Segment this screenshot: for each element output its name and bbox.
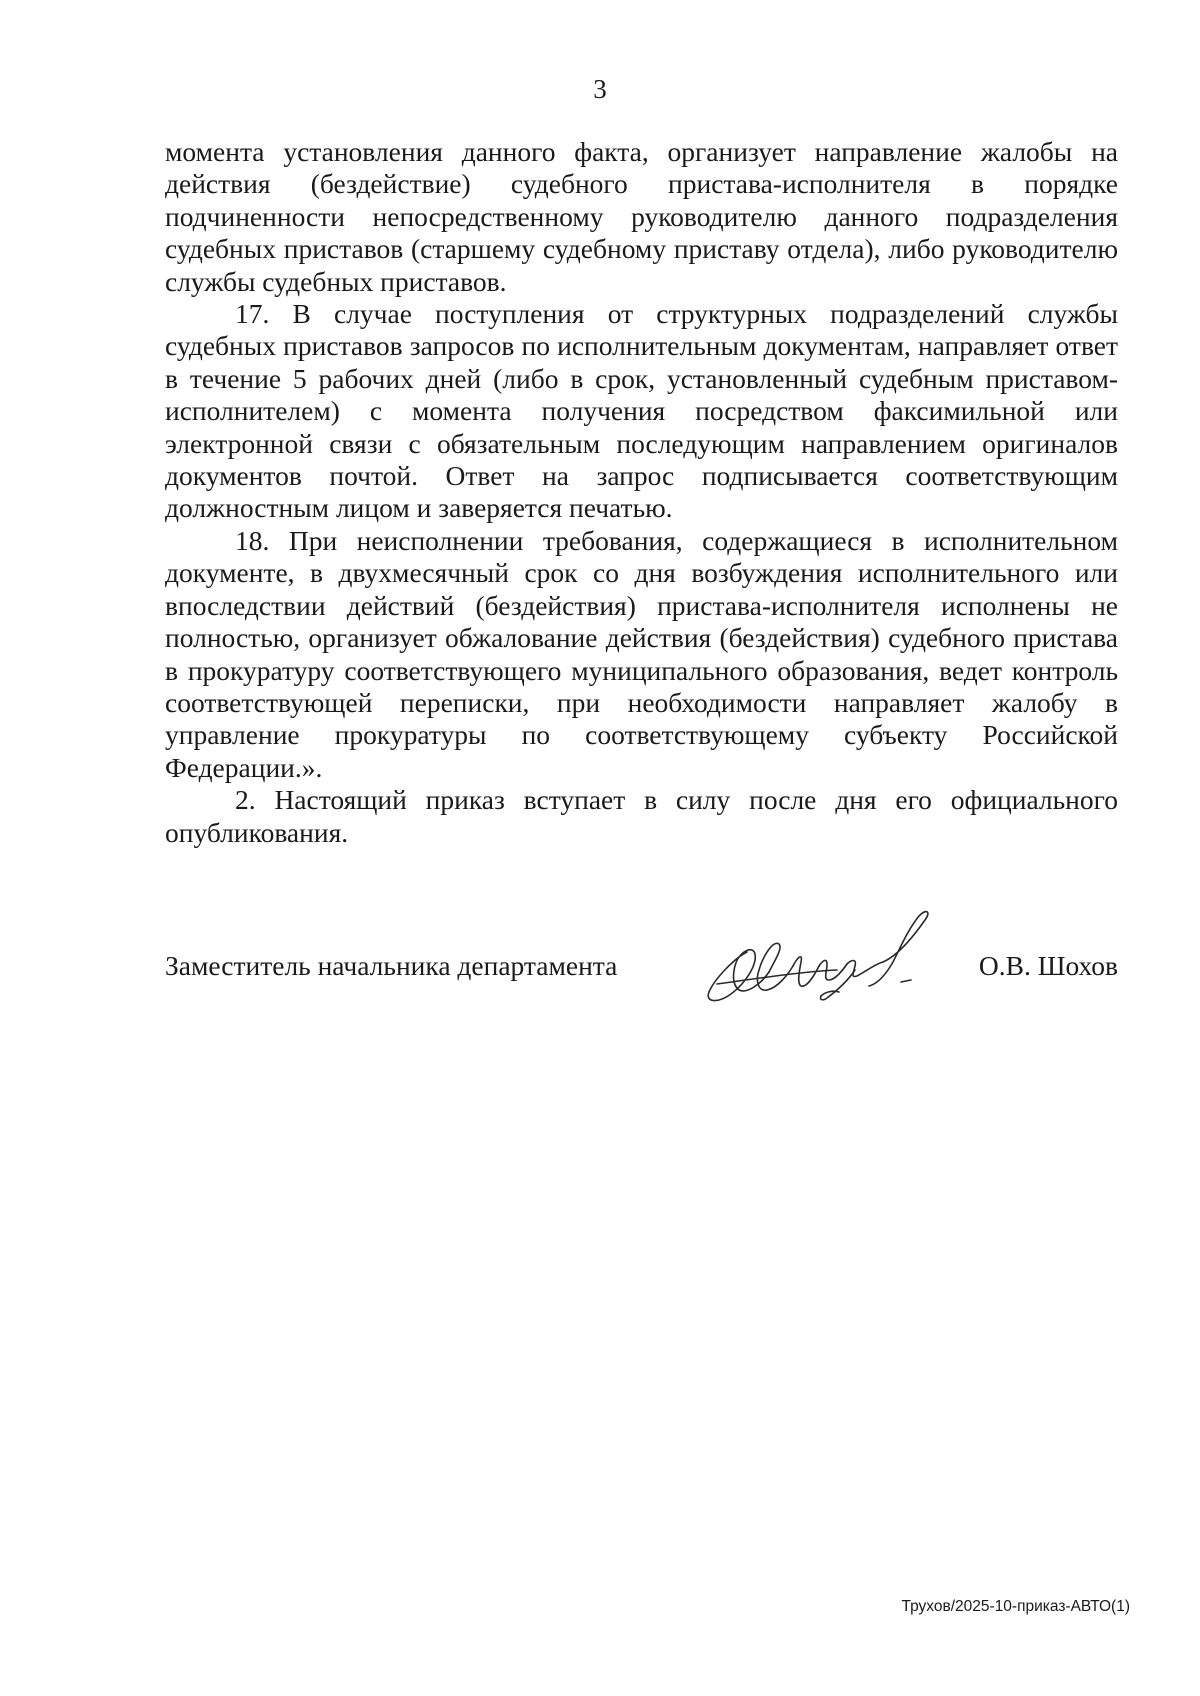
document-body (165, 136, 1118, 849)
paragraph-continuation: момента установления данного факта, организует направление жалобы на действия (бездействие) судебного пристава-исполнителя в порядке подчиненности непосредственному руководителю данного подразделения судебных приставов (старшему судебному приставу отдела), либо руководителю службы судебных приставов. (165, 136, 1118, 297)
paragraph-item-18: 18. При неисполнении требования, содержащиеся в исполнительном документе, в двухмесячный срок со дня возбуждения исполнительного или впоследствии действий (бездействия) пристава-исполнителя исполнены не полностью, организует обжалование действия (бездействия) судебного пристава в прокуратуру соответствующего муниципального образования, ведет контроль соответствующей переписки, при необходимости направляет жалобу в управление прокуратуры по соответствующему субъекту Российской Федерации.». (165, 524, 1118, 783)
handwritten-signature (687, 900, 947, 1010)
document-code-footer: Трухов/2025-10-приказ-АВТО(1) (901, 1598, 1130, 1615)
page-number: 3 (593, 74, 607, 104)
paragraph-item-2: 2. Настоящий приказ вступает в силу после дня его официального опубликования. (165, 784, 1118, 848)
signer-title: Заместитель начальника департамента (165, 950, 618, 981)
paragraph-item-17: 17. В случае поступления от структурных подразделений службы судебных приставов запросов по исполнительным документам, направляет ответ в течение 5 рабочих дней (либо в срок, установленный судебным приставом-исполнителем) с момента получения посредством факсимильной или электронной связи с обязательным последующим направлением оригиналов документов почтой. Ответ на запрос подписывается соответствующим должностным лицом и заверяется печатью. (165, 298, 1118, 524)
signer-name: О.В. Шохов (978, 950, 1118, 981)
signature-block (165, 900, 1118, 1010)
